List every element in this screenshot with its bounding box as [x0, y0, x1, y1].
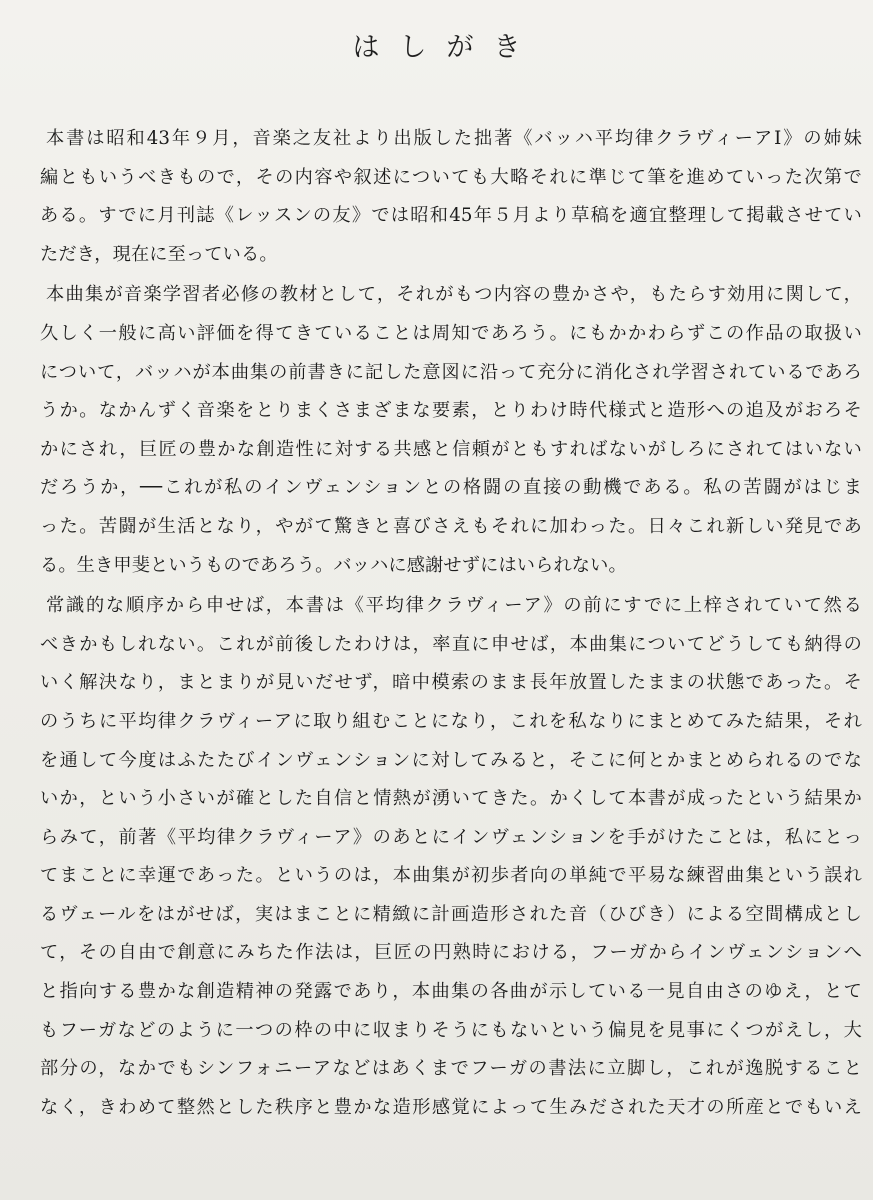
text-line: るヴェールをはがせば，実はまことに精緻に計画造形された音（ひびき）による空間構成とし: [40, 903, 862, 925]
paragraph-3: [40, 587, 862, 1127]
text-line: を通して今度はふたたびインヴェンションに対してみると，そこに何とかまとめられるのでな: [40, 749, 862, 771]
text-line: 本曲集が音楽学習者必修の教材として，それがもつ内容の豊かさや，もたらす効用に関して，: [46, 284, 862, 306]
text-line: いく解決なり，まとまりが見いだせず，暗中模索のまま長年放置したままの状態であった。そ: [40, 672, 862, 694]
page-title: はしがき: [352, 32, 541, 63]
text-line: ある。すでに月刊誌《レッスンの友》では昭和45年５月より草稿を適宜整理して掲載させてい: [40, 205, 862, 227]
text-line: 部分の，なかでもシンフォニーアなどはあくまでフーガの書法に立脚し，これが逸脱すること: [40, 1058, 862, 1080]
text-line: らみて，前著《平均律クラヴィーア》のあとにインヴェンションを手がけたことは，私にとっ: [40, 826, 862, 848]
text-line: ただき，現在に至っている。: [40, 243, 278, 265]
text-line: と指向する豊かな創造精神の発露であり，本曲集の各曲が示している一見自由さのゆえ，とて: [40, 981, 862, 1003]
text-line: について，バッハが本曲集の前書きに記した意図に沿って充分に消化され学習されているであろ: [40, 361, 862, 383]
text-line: る。生き甲斐というものであろう。バッハに感謝せずにはいられない。: [40, 554, 627, 576]
text-line: 編ともいうべきもので，その内容や叙述についても大略それに準じて筆を進めていった次第で: [40, 166, 862, 188]
text-line: て，その自由で創意にみちた作法は，巨匠の円熟時における，フーガからインヴェンションへ: [40, 942, 862, 964]
body-text: [40, 120, 862, 1127]
text-line: てまことに幸運であった。というのは，本曲集が初歩者向の単純で平易な練習曲集という誤れ: [40, 865, 862, 887]
text-line: のうちに平均律クラヴィーアに取り組むことになり，これを私なりにまとめてみた結果，それ: [40, 710, 862, 732]
text-line: だろうか，──これが私のインヴェンションとの格闘の直接の動機である。私の苦闘がはじま: [40, 477, 862, 499]
text-line: 本書は昭和43年９月，音楽之友社より出版した拙著《バッハ平均律クラヴィーアⅠ》の姉妹: [46, 128, 862, 149]
text-line: うか。なかんずく音楽をとりまくさまざまな要素，とりわけ時代様式と造形への追及がおろそ: [40, 400, 862, 422]
text-line: った。苦闘が生活となり，やがて驚きと喜びさえもそれに加わった。日々これ新しい発見であ: [40, 515, 862, 537]
paragraph-1: [40, 120, 862, 274]
text-line: もフーガなどのように一つの枠の中に収まりそうにもないという偏見を見事にくつがえし，大: [40, 1019, 862, 1041]
text-line: べきかもしれない。これが前後したわけは，率直に申せば，本曲集についてどうしても納得の: [40, 633, 862, 655]
text-line: 常識的な順序から申せば，本書は《平均律クラヴィーア》の前にすでに上梓されていて然る: [46, 595, 862, 617]
text-line: いか，という小さいが確とした自信と情熱が湧いてきた。かくして本書が成ったという結果か: [40, 788, 862, 810]
paragraph-2: [40, 276, 862, 585]
text-line: 久しく一般に高い評価を得てきていることは周知であろう。にもかかわらずこの作品の取扱い: [40, 322, 862, 344]
text-line: なく，きわめて整然とした秩序と豊かな造形感覚によって生みだされた天才の所産とでもいえ: [40, 1096, 862, 1118]
text-line: かにされ，巨匠の豊かな創造性に対する共感と信頼がともすればないがしろにされてはいない: [40, 438, 862, 460]
